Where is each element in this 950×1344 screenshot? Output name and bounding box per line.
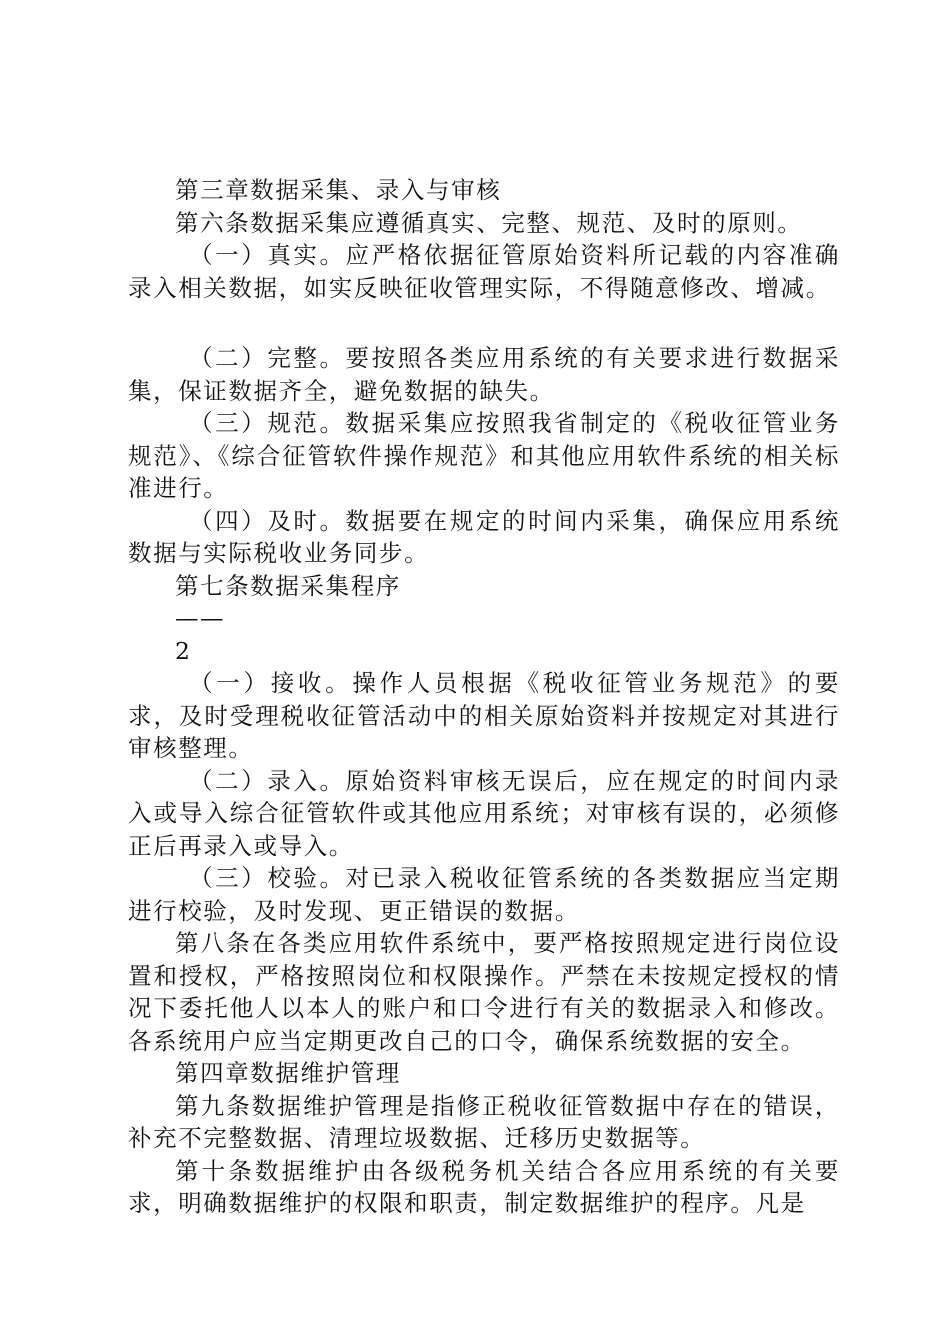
document-body xyxy=(128,174,840,1220)
chapter-heading: 第四章数据维护管理 xyxy=(175,1059,401,1087)
paragraph-gap xyxy=(128,304,840,342)
article-paragraph: 第六条数据采集应遵循真实、完整、规范、及时的原则。 xyxy=(175,208,803,237)
clause-paragraph: （二）录入。原始资料审核无误后，应在规定的时间内录入或导入综合征管软件或其他应用系统；对审核有误的，必须修正后再录入或导入。 xyxy=(128,766,840,860)
article-paragraph: 第九条数据维护管理是指修正税收征管数据中存在的错误，补充不完整数据、清理垃圾数据、迁移历史数据等。 xyxy=(128,1091,840,1152)
chapter-heading: 第三章数据采集、录入与审核 xyxy=(175,176,502,204)
page-separator: —— xyxy=(175,604,226,632)
article-paragraph: 第七条数据采集程序 xyxy=(175,571,401,600)
clause-paragraph: （四）及时。数据要在规定的时间内采集，确保应用系统数据与实际税收业务同步。 xyxy=(128,506,840,567)
clause-paragraph: （三）规范。数据采集应按照我省制定的《税收征管业务规范》、《综合征管软件操作规范》和其他应用软件系统的相关标准进行。 xyxy=(128,409,840,502)
clause-paragraph: （二）完整。要按照各类应用系统的有关要求进行数据采集，保证数据齐全，避免数据的缺失。 xyxy=(128,344,840,405)
clause-paragraph: （一）真实。应严格依据征管原始资料所记载的内容准确录入相关数据，如实反映征收管理实际，不得随意修改、增减。 xyxy=(128,241,840,302)
article-paragraph: 第十条数据维护由各级税务机关结合各应用系统的有关要求，明确数据维护的权限和职责，制定数据维护的程序。凡是 xyxy=(128,1156,840,1217)
clause-paragraph: （三）校验。对已录入税收征管系统的各类数据应当定期进行校验，及时发现、更正错误的数据。 xyxy=(128,864,840,925)
article-paragraph: 第八条在各类应用软件系统中，要严格按照规定进行岗位设置和授权，严格按照岗位和权限操作。严禁在未按规定授权的情况下委托他人以本人的账户和口令进行有关的数据录入和修改。各系统用户应当定期更改自己的口令，确保系统数据的安全。 xyxy=(128,929,840,1055)
clause-paragraph: （一）接收。操作人员根据《税收征管业务规范》的要求，及时受理税收征管活动中的相关原始资料并按规定对其进行审核整理。 xyxy=(128,669,840,762)
page-number: 2 xyxy=(175,636,192,665)
